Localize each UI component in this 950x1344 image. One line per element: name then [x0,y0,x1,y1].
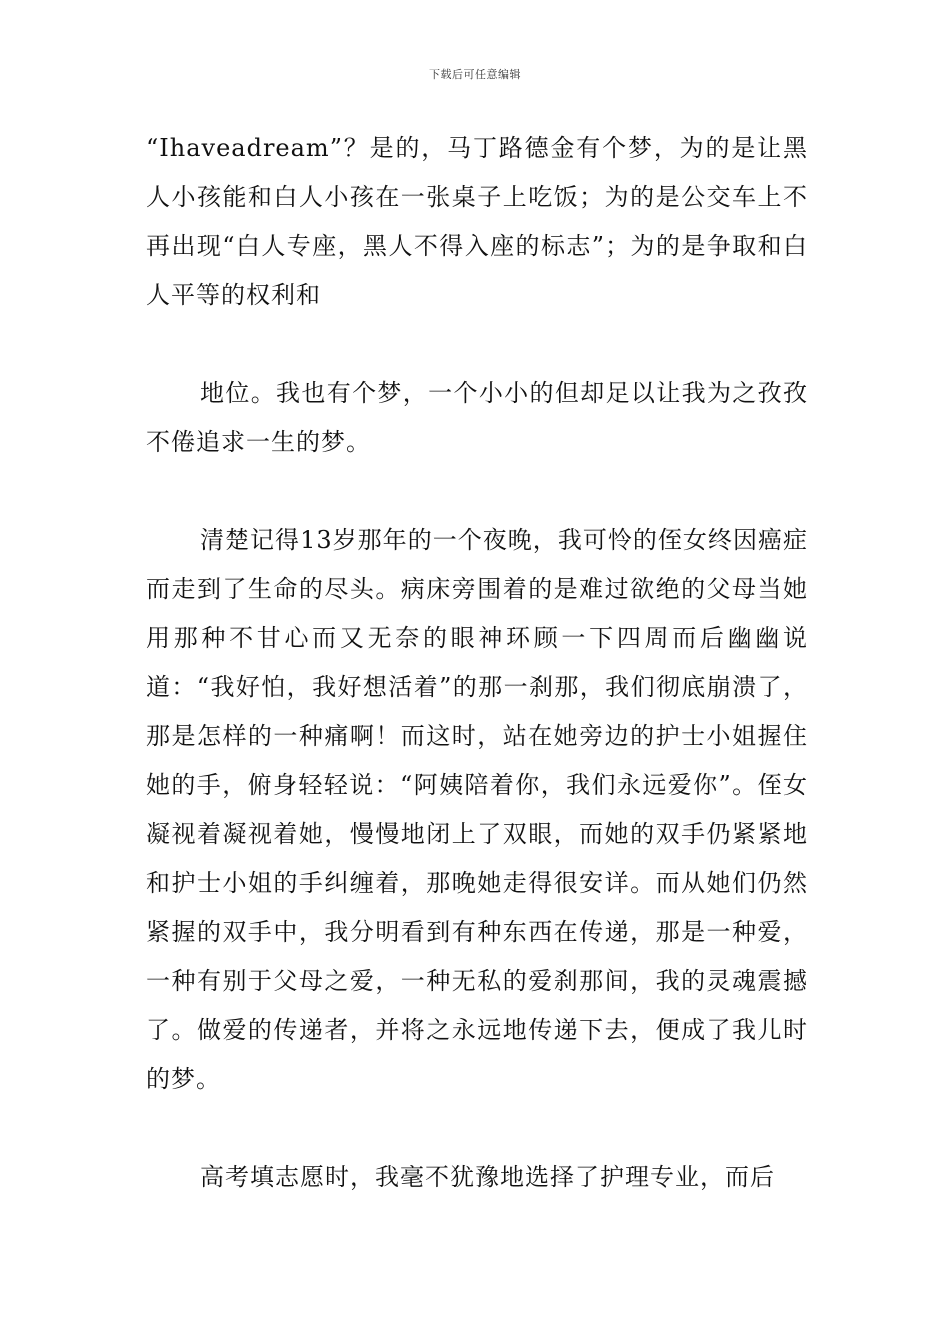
paragraph-spacer [146,1104,808,1153]
paragraph-1: “Ihaveadream”？是的，马丁路德金有个梦，为的是让黑人小孩能和白人小孩在一张桌子上吃饭；为的是公交车上不再出现“白人专座，黑人不得入座的标志”；为的是争取和白人平等的权利和 [146,134,808,309]
paragraph-4: 高考填志愿时，我毫不犹豫地选择了护理专业，而后 [200,1163,775,1191]
paragraph-2: 地位。我也有个梦，一个小小的但却足以让我为之孜孜不倦追求一生的梦。 [146,379,808,456]
document-body [146,124,808,1202]
page-header: 下载后可任意编辑 [429,68,521,81]
paragraph-3: 清楚记得13岁那年的一个夜晚，我可怜的侄女终因癌症而走到了生命的尽头。病床旁围着的是难过欲绝的父母当她用那种不甘心而又无奈的眼神环顾一下四周而后幽幽说道：“我好怕，我好想活着”的那一刹那，我们彻底崩溃了，那是怎样的一种痛啊！而这时，站在她旁边的护士小姐握住她的手，俯身轻轻说：“阿姨陪着你，我们永远爱你”。侄女凝视着凝视着她，慢慢地闭上了双眼，而她的双手仍紧紧地和护士小姐的手纠缠着，那晚她走得很安详。而从她们仍然紧握的双手中，我分明看到有种东西在传递，那是一种爱，一种有别于父母之爱，一种无私的爱刹那间，我的灵魂震撼了。做爱的传递者，并将之永远地传递下去，便成了我儿时的梦。 [146,526,808,1093]
paragraph-spacer [146,467,808,516]
paragraph-spacer [146,320,808,369]
